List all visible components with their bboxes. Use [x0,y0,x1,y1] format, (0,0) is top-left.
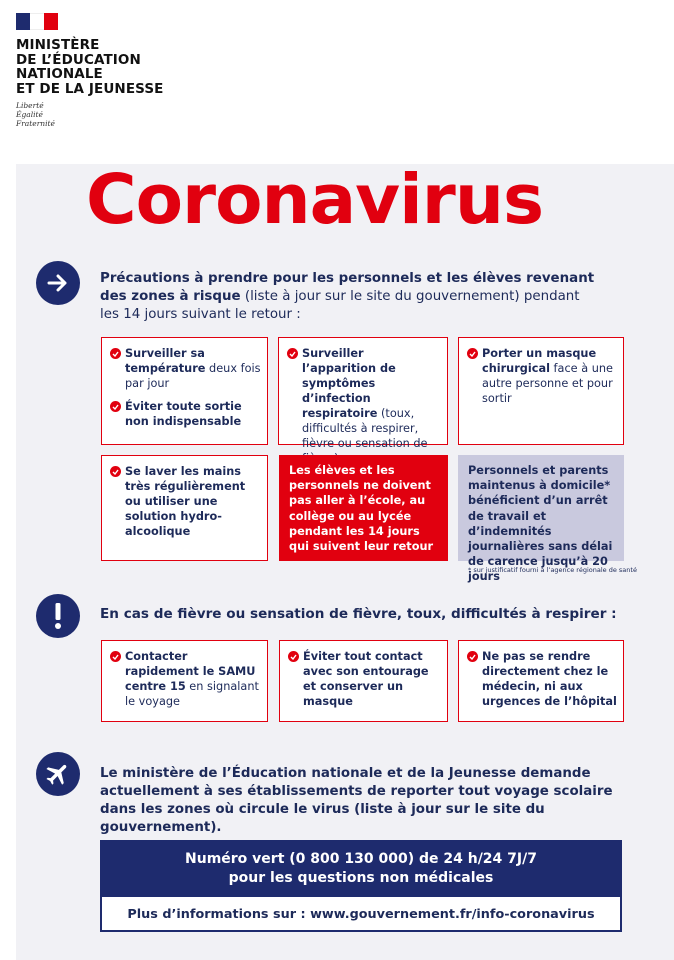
box-text-bold: Porter un masque chirurgical [482,347,597,375]
box-text-bold: Surveiller sa température [125,347,206,375]
box-text-bold: Surveiller l’apparition de symptômes d’infection respiratoire [302,347,396,420]
school-trips-notice: Le ministère de l’Éducation nationale et de la Jeunesse demande actuellement à ses établissements de reporter tout voyage scolaire dans les zones où circule le virus (liste à jour sur le site du gouvernement). [100,766,613,835]
precautions-intro-bold: Précautions à prendre pour les personnels et les élèves revenant des zones à risque [100,271,595,304]
french-flag-logo [16,13,58,30]
check-icon [287,348,298,359]
fever-title: En cas de fièvre ou sensation de fièvre, toux, difficultés à respirer : [100,606,617,622]
republic-motto [16,101,164,128]
handwash-box [101,455,268,561]
symptoms-box [278,337,448,450]
avoid-contact-box [279,640,448,722]
box-text-bold: Éviter toute sortie non indispensable [125,400,242,428]
ministry-line: NATIONALE [16,66,103,82]
box-text-bold: Éviter tout contact avec son entourage et conserver un masque [303,650,429,708]
check-icon [467,348,478,359]
ministry-line: ET DE LA JEUNESSE [16,80,164,97]
hotline-number: Numéro vert (0 800 130 000) de 24 h/24 7J/7 [185,851,537,867]
mask-box [458,337,624,445]
box-text-bold: Contacter rapidement le SAMU centre 15 [125,650,256,693]
temperature-box [101,337,268,445]
box-text-bold: Ne pas se rendre directement chez le médecin, ni aux urgences de l’hôpital [482,650,617,708]
samu-box [101,640,268,722]
box-text: en signalant le voyage [125,680,259,708]
check-icon [110,348,121,359]
box-text-bold: Se laver les mains très régulièrement ou utiliser une solution hydro-alcoolique [125,465,246,538]
check-icon [110,651,121,662]
ministry-line: MINISTÈRE [16,37,100,53]
box-text: face à une autre personne et pour sortir [482,362,613,405]
check-icon [110,466,121,477]
precautions-intro [100,270,600,324]
footnote: * sur justificatif fourni à l’agence régionale de santé [468,566,637,574]
ministry-header [16,13,164,128]
stay-home-notice: Les élèves et les personnels ne doivent pas aller à l’école, au collège ou au lycée pendant les 14 jours qui suivent leur retour [279,455,448,561]
check-icon [467,651,478,662]
exclamation-icon [36,594,80,638]
box-text: deux fois par jour [125,362,261,390]
no-doctor-box [458,640,624,722]
check-icon [110,401,121,412]
arrow-right-icon [36,261,80,305]
ministry-line: DE L’ÉDUCATION [16,51,141,68]
airplane-icon [36,752,80,796]
motto-line: Fraternité [16,119,55,128]
box-text: (toux, difficultés à respirer, fièvre ou sensation de [302,407,428,450]
hotline-banner [102,842,620,897]
ministry-name [16,38,164,96]
more-info-link[interactable]: Plus d’informations sur : www.gouvernement.fr/info-coronavirus [127,907,595,922]
check-icon [288,651,299,662]
sick-leave-notice: Personnels et parents maintenus à domicile* bénéficient d’un arrêt de travail et d’indemnités journalières sans délai de carence jusqu’à 20 jours [458,455,624,561]
poster-title: Coronavirus [86,160,544,240]
motto-line: Liberté [16,101,44,110]
precautions-intro-rest: (liste à jour sur le site du gouvernement) pendant les 14 jours suivant le retour : [100,289,580,322]
motto-line: Égalité [16,110,43,119]
hotline-scope: pour les questions non médicales [228,870,494,886]
contact-box [100,840,622,932]
